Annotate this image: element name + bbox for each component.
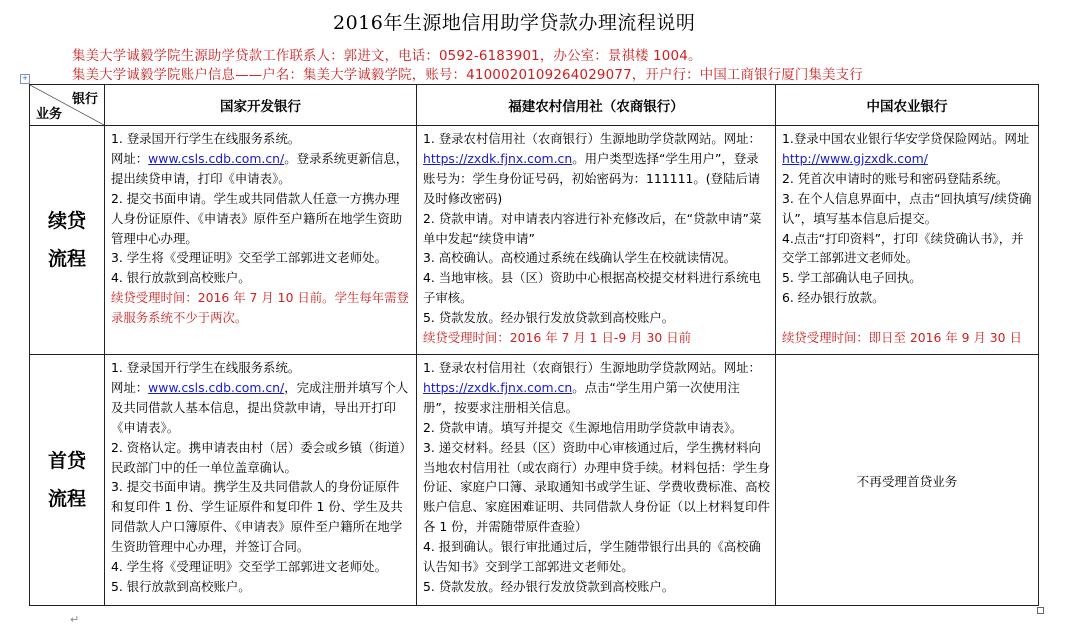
- step-text: 3. 在个人信息界面中，点击“回执填写/续贷确认”，填写基本信息后提交。: [782, 190, 1032, 226]
- table-header-row: [30, 85, 1039, 126]
- corner-business-label: 业务: [36, 107, 63, 122]
- rcc-url-link[interactable]: https://zxdk.fjnx.com.cn: [423, 150, 573, 166]
- step-text: 4. 银行放款到高校账户。: [111, 270, 251, 286]
- table-resize-handle-icon[interactable]: [1037, 607, 1044, 614]
- corner-bank-label: 银行: [71, 92, 98, 107]
- deadline-note: 续贷受理时间：2016 年 7 月 10 日前。学生每年需登录服务系统不少于两次。: [111, 290, 409, 326]
- step-text: 。登录系统更新信息，提出续贷申请，打印《申请表》。: [111, 150, 409, 186]
- account-line: 集美大学诚毅学院账户信息——户名：集美大学诚毅学院，账号：4100020109264029077，开户行：中国工商银行厦门集美支行: [72, 68, 863, 83]
- cell-renewal-abc: [776, 126, 1039, 355]
- step-text: 网址：: [111, 379, 149, 395]
- deadline-note: 续贷受理时间：即日至 2016 年 9 月 30 日: [782, 330, 1022, 346]
- step-text: 2. 提交书面申请。学生或共同借款人任意一方携办理人身份证原件、《申请表》原件至户籍所在地学生资助管理中心办理。: [111, 190, 403, 246]
- row-header-first-loan: [30, 355, 105, 606]
- step-text: 3. 高校确认。高校通过系统在线确认学生在校就读情况。: [423, 250, 737, 266]
- paragraph-mark-icon: ↵: [70, 613, 80, 626]
- step-text: 3. 递交材料。经县（区）资助中心审核通过后，学生携材料向当地农村信用社（或农商行）办理申贷手续。材料包括：学生身份证、家庭户口簿、录取通知书或学生证、学费收费标准、高校账户信息、家庭困难证明、共同借款人身份证（以上材料复印件各 1 份，并需随带原件查验）: [423, 439, 770, 535]
- step-text: 1. 登录农村信用社（农商银行）生源地助学贷款网站。网址：: [423, 131, 761, 146]
- step-text: 网址：: [111, 150, 149, 166]
- cell-first-rcc: [417, 355, 776, 606]
- step-text: 1. 登录国开行学生在线服务系统。: [111, 131, 301, 146]
- cell-renewal-cdb: [105, 126, 417, 355]
- contact-line: 集美大学诚毅学院生源助学贷款工作联系人：郭进文，电话：0592-6183901，办公室：景祺楼 1004。: [72, 49, 702, 64]
- step-text: 5. 贷款发放。经办银行发放贷款到高校账户。: [423, 310, 675, 326]
- row-label-line1: 续贷: [47, 210, 86, 232]
- step-text: 3. 学生将《受理证明》交至学工部郭进文老师处。: [111, 250, 387, 266]
- step-text: 4. 报到确认。银行审批通过后，学生随带银行出具的《高校确认告知书》交到学工部郭进文老师处。: [423, 539, 761, 575]
- step-text: 。点击“学生用户第一次使用注册”，按要求注册相关信息。: [423, 379, 740, 415]
- step-text: 4. 当地审核。县（区）资助中心根据高校提交材料进行系统电子审核。: [423, 270, 761, 306]
- column-header-cdb: 国家开发银行: [105, 85, 417, 126]
- row-label-line2: 流程: [47, 248, 86, 270]
- step-text: 6. 经办银行放款。: [782, 290, 885, 306]
- table-row: [30, 355, 1039, 606]
- row-label-line1: 首贷: [47, 450, 86, 472]
- loan-process-table: [29, 84, 1039, 606]
- column-header-rcc: 福建农村信用社（农商银行）: [417, 85, 776, 126]
- table-row: [30, 126, 1039, 355]
- cell-first-abc: 不再受理首贷业务: [776, 355, 1039, 606]
- step-text: 1.登录中国农业银行华安学贷保险网站。网址: [782, 131, 1030, 146]
- step-text: 2. 凭首次申请时的账号和密码登陆系统。: [782, 170, 1009, 186]
- deadline-note: 续贷受理时间：2016 年 7 月 1 日-9 月 30 日前: [423, 330, 692, 346]
- step-text: 1. 登录农村信用社（农商银行）生源地助学贷款网站。网址：: [423, 360, 761, 375]
- cdb-url-link[interactable]: www.csls.cdb.com.cn/: [148, 379, 285, 395]
- step-text: ，完成注册并填写个人及共同借款人基本信息，提出贷款申请，导出开打印《申请表》。: [111, 379, 409, 435]
- step-text: 2. 贷款申请。对申请表内容进行补充修改后，在“贷款申请”菜单中发起“续贷申请”: [423, 210, 762, 246]
- blank-line: [782, 308, 1033, 328]
- cell-renewal-rcc: [417, 126, 776, 355]
- cell-first-cdb: [105, 355, 417, 606]
- abc-url-link[interactable]: http://www.gjzxdk.com/: [782, 150, 928, 166]
- step-text: 4. 学生将《受理证明》交至学工部郭进文老师处。: [111, 559, 387, 575]
- step-text: 5. 学工部确认电子回执。: [782, 270, 922, 286]
- page-title: 2016年生源地信用助学贷款办理流程说明: [333, 12, 696, 34]
- step-text: 。用户类型选择“学生用户”，登录账号为：学生身份证号码，初始密码为：111111。(登陆后请及时修改密码): [423, 150, 761, 206]
- step-text: 3. 提交书面申请。携学生及共同借款人的身份证原件和复印件 1 份、学生证原件和复印件 1 份、学生及共同借款人户口簿原件、《申请表》原件至户籍所在地学生资助管理中心办理，并签订合同。: [111, 479, 403, 555]
- step-text: 2. 贷款申请。填写并提交《生源地信用助学贷款申请表》。: [423, 419, 743, 435]
- row-label-line2: 流程: [47, 488, 86, 510]
- corner-header: [30, 85, 105, 126]
- cdb-url-link[interactable]: www.csls.cdb.com.cn/: [148, 150, 285, 166]
- step-text: 4.点击“打印资料”，打印《续贷确认书》，并交学工部郭进文老师处。: [782, 230, 1024, 266]
- step-text: 2. 资格认定。携申请表由村（居）委会或乡镇（街道）民政部门中的任一单位盖章确认。: [111, 439, 406, 475]
- row-header-renewal: [30, 126, 105, 355]
- rcc-url-link[interactable]: https://zxdk.fjnx.com.cn: [423, 379, 573, 395]
- step-text: 5. 银行放款到高校账户。: [111, 578, 251, 594]
- column-header-abc: 中国农业银行: [776, 85, 1039, 126]
- table-move-handle-icon[interactable]: +: [20, 74, 30, 84]
- step-text: 5. 贷款发放。经办银行发放贷款到高校账户。: [423, 578, 675, 594]
- step-text: 1. 登录国开行学生在线服务系统。: [111, 360, 301, 375]
